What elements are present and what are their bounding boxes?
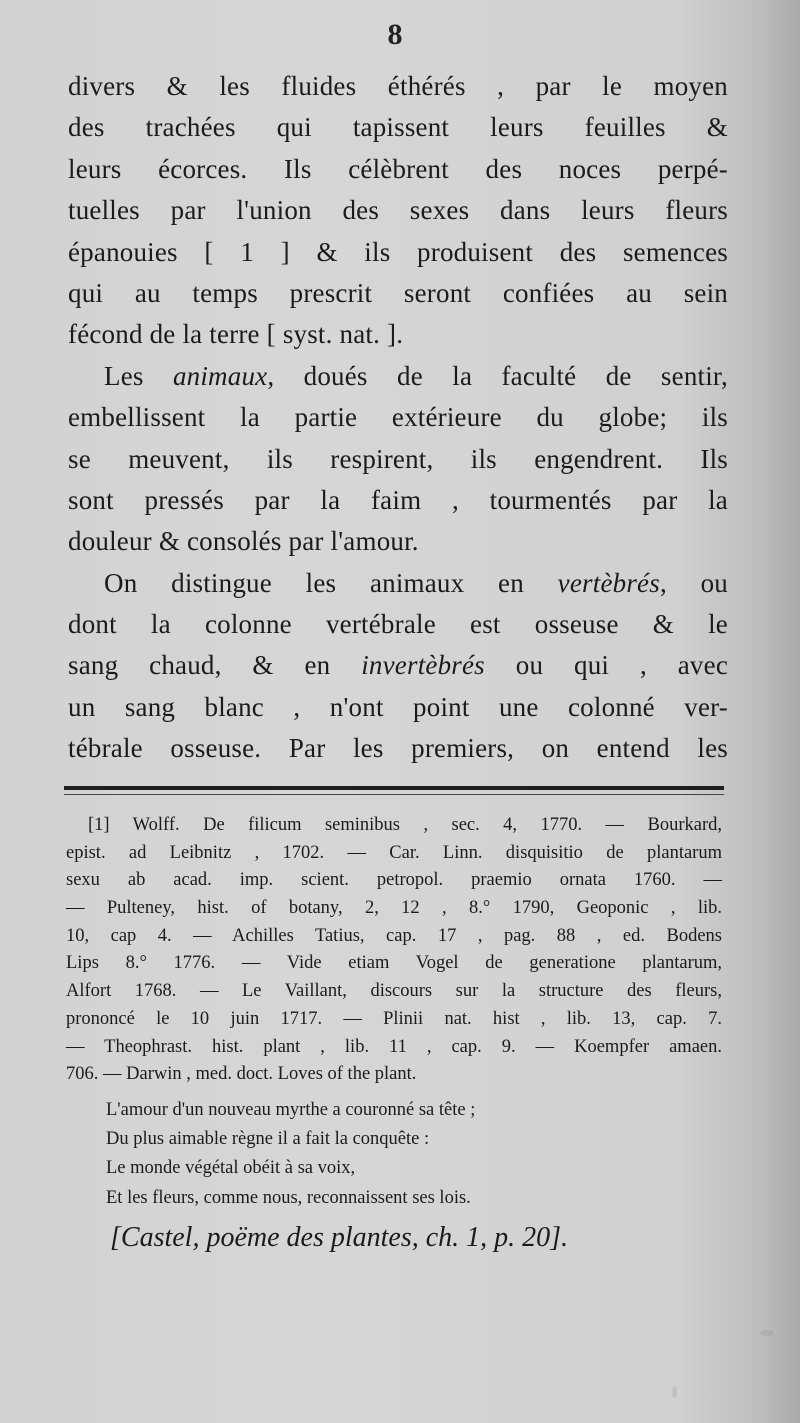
body-line: leurs écorces. Ils célèbrent des noces perpé- (68, 153, 728, 184)
page-stain (672, 1386, 677, 1398)
body-line: divers & les fluides éthérés , par le moyen (68, 71, 728, 101)
body-line (68, 645, 728, 686)
body-line: un sang blanc , n'ont point une colonné ver- (68, 691, 728, 722)
body-text-run: Les (104, 360, 144, 391)
body-line: tébrale osseuse. Par les premiers, on entend les (68, 733, 728, 764)
body-line: épanouies [ 1 ] & ils produisent des semences (68, 236, 728, 267)
body-text-run: , doués de la faculté de sentir, (267, 360, 728, 391)
italic-term: vertèbrés (557, 567, 660, 598)
footnote-line: Lips 8.° 1776. — Vide etiam Vogel de generatione plantarum, (66, 953, 722, 974)
body-line: fécond de la terre [ syst. nat. ]. (68, 319, 404, 350)
body-line: embellissent la partie extérieure du globe; ils (68, 402, 728, 433)
footnote-line: 706. — Darwin , med. doct. Loves of the plant. (66, 1064, 417, 1085)
body-line: dont la colonne vertébrale est osseuse & le (68, 609, 728, 640)
body-line: douleur & consolés par l'amour. (68, 526, 419, 557)
body-line-paragraph-start (68, 563, 728, 604)
footnote-line: — Theophrast. hist. plant , lib. 11 , cap. 9. — Koempfer amaen. (66, 1036, 722, 1057)
body-line: se meuvent, ils respirent, ils engendrent. Ils (68, 443, 728, 474)
body-line-paragraph-start (68, 356, 728, 397)
verse-line: Et les fleurs, comme nous, reconnaissent ses lois. (106, 1187, 471, 1208)
body-text-run: ou qui , avec (515, 650, 729, 681)
italic-term: invertèbrés (361, 650, 485, 681)
footnotes (66, 812, 722, 1089)
footnote-line: Alfort 1768. — Le Vaillant, discours sur la structure des fleurs, (66, 981, 722, 1002)
footnote-line: [1] Wolff. De filicum seminibus , sec. 4, 1770. — Bourkard, (88, 815, 722, 835)
footnote-divider-thin (64, 794, 724, 795)
verse-line: L'amour d'un nouveau myrthe a couronné sa tête ; (106, 1100, 476, 1120)
body-line: tuelles par l'union des sexes dans leurs fleurs (68, 195, 728, 226)
footnote-line: 10, cap 4. — Achilles Tatius, cap. 17 , pag. 88 , ed. Bodens (66, 925, 722, 946)
verse-line: Le monde végétal obéit à sa voix, (106, 1158, 356, 1179)
italic-term: animaux (172, 360, 268, 391)
page-stain (760, 1330, 774, 1336)
body-text-run: sang chaud, & en (68, 650, 331, 681)
body-text (68, 66, 728, 770)
page-number: 8 (387, 18, 403, 51)
footnote-line: — Pulteney, hist. of botany, 2, 12 , 8.° 1790, Geoponic , lib. (66, 898, 722, 919)
verse-citation: [Castel, poëme des plantes, ch. 1, p. 20]. (110, 1222, 569, 1253)
footnote-divider (64, 786, 724, 790)
body-line: qui au temps prescrit seront confiées au sein (68, 277, 728, 308)
body-text-run: On distingue les animaux en (104, 567, 524, 598)
body-text-run: , ou (659, 567, 729, 598)
footnote-line: epist. ad Leibnitz , 1702. — Car. Linn. disquisitio de plantarum (66, 842, 722, 863)
verse-quotation (106, 1096, 706, 1213)
verse-line: Du plus aimable règne il a fait la conquête : (106, 1129, 430, 1150)
footnote-line: sexu ab acad. imp. scient. petropol. praemio ornata 1760. — (66, 870, 722, 891)
footnote-line: prononcé le 10 juin 1717. — Plinii nat. hist , lib. 13, cap. 7. (66, 1008, 722, 1029)
body-line: sont pressés par la faim , tourmentés par la (68, 484, 728, 515)
body-line: des trachées qui tapissent leurs feuilles & (68, 112, 728, 143)
